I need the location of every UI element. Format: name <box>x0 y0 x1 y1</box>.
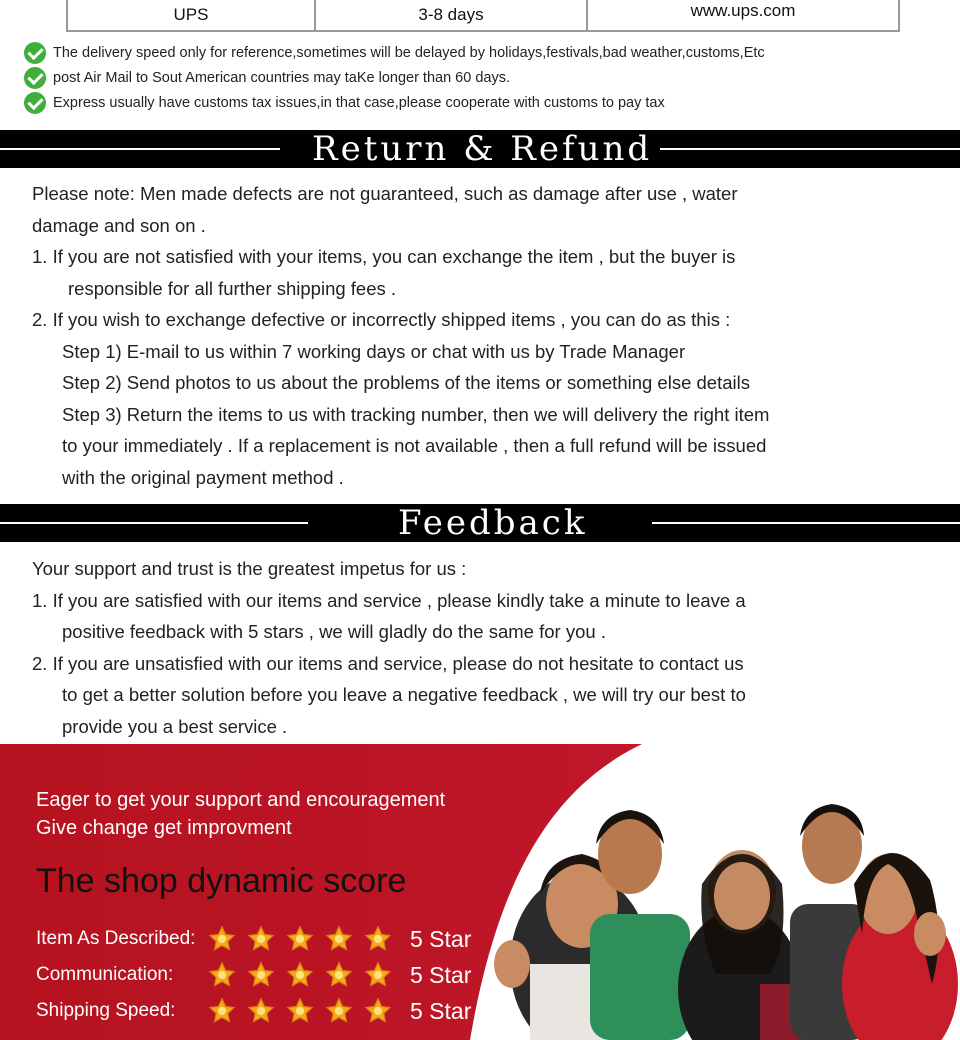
rating-value: 5 Star <box>410 925 472 952</box>
feedback-intro: Your support and trust is the greatest impetus for us : <box>32 558 467 579</box>
star-icon <box>325 997 353 1025</box>
star-icon <box>208 925 236 953</box>
check-icon <box>24 42 46 64</box>
note-item: post Air Mail to Sout American countries may taKe longer than 60 days. <box>24 65 924 90</box>
header-line-right <box>660 148 960 150</box>
rating-item-described <box>36 924 471 954</box>
rating-label: Communication: <box>36 964 174 985</box>
rating-label: Item As Described: <box>36 928 196 949</box>
rating-communication <box>36 960 471 990</box>
star-icon <box>286 925 314 953</box>
return-item-2: 2. If you wish to exchange defective or incorrectly shipped items , you can do as this : <box>32 309 731 330</box>
header-line-left <box>0 522 308 524</box>
feedback-item-2: 2. If you are unsatisfied with our items and service, please do not hesitate to contact us <box>32 652 744 674</box>
return-item-1-cont: responsible for all further shipping fees . <box>68 277 397 299</box>
star-group <box>208 925 392 953</box>
star-icon <box>208 961 236 989</box>
star-icon <box>364 997 392 1025</box>
check-icon <box>24 67 46 89</box>
shipping-table-row <box>66 0 900 32</box>
return-refund-text <box>32 178 922 493</box>
return-step-3-cont: to your immediately . If a replacement is not available , then a full refund will be issued <box>62 435 767 456</box>
feedback-header <box>0 504 960 542</box>
star-icon <box>247 925 275 953</box>
rating-value: 5 Star <box>410 997 472 1024</box>
note-item: The delivery speed only for reference,sometimes will be delayed by holidays,festivals,bad weather,customs,Etc <box>24 40 924 65</box>
star-icon <box>286 997 314 1025</box>
shipping-notes <box>24 40 924 115</box>
banner-tagline: Eager to get your support and encouragement Give change get improvment <box>36 789 446 839</box>
note-item: Express usually have customs tax issues,in that case,please cooperate with customs to pay tax <box>24 90 924 115</box>
customers-photo <box>470 784 960 1040</box>
shipping-site: www.ups.com <box>690 1 796 20</box>
return-step-3: Step 3) Return the items to us with tracking number, then we will delivery the right item <box>62 403 770 425</box>
return-step-2: Step 2) Send photos to us about the problems of the items or something else details <box>62 372 750 393</box>
return-intro-line: Please note: Men made defects are not guaranteed, such as damage after use , water <box>32 183 738 204</box>
shop-score-banner <box>0 744 960 1040</box>
star-group <box>208 961 392 989</box>
feedback-item-1-cont: positive feedback with 5 stars , we will gladly do the same for you . <box>62 621 606 642</box>
shipping-carrier: UPS <box>68 0 316 30</box>
return-step-3-cont: with the original payment method . <box>62 466 344 488</box>
rating-shipping-speed <box>36 996 471 1026</box>
feedback-item-2-cont: provide you a best service . <box>62 715 288 737</box>
header-line-right <box>652 522 960 524</box>
star-icon <box>325 961 353 989</box>
return-step-1: Step 1) E-mail to us within 7 working days or chat with us by Trade Manager <box>62 340 686 362</box>
check-icon <box>24 92 46 114</box>
return-intro-line: damage and son on . <box>32 214 206 236</box>
star-icon <box>208 997 236 1025</box>
star-icon <box>325 925 353 953</box>
rating-value: 5 Star <box>410 961 472 988</box>
star-icon <box>364 925 392 953</box>
shop-score-title: The shop dynamic score <box>36 862 407 900</box>
star-icon <box>286 961 314 989</box>
return-refund-title: Return & Refund <box>312 129 653 169</box>
feedback-item-1: 1. If you are satisfied with our items and service , please kindly take a minute to leave a <box>32 589 746 611</box>
feedback-title: Feedback <box>398 503 588 543</box>
rating-label: Shipping Speed: <box>36 1000 176 1021</box>
star-icon <box>247 997 275 1025</box>
star-group <box>208 997 392 1025</box>
star-icon <box>247 961 275 989</box>
star-icon <box>364 961 392 989</box>
return-item-1: 1. If you are not satisfied with your items, you can exchange the item , but the buyer is <box>32 246 736 267</box>
return-refund-header <box>0 130 960 168</box>
feedback-text <box>32 553 922 742</box>
feedback-item-2-cont: to get a better solution before you leave a negative feedback , we will try our best to <box>62 684 746 705</box>
shipping-time: 3-8 days <box>316 0 588 30</box>
header-line-left <box>0 148 280 150</box>
